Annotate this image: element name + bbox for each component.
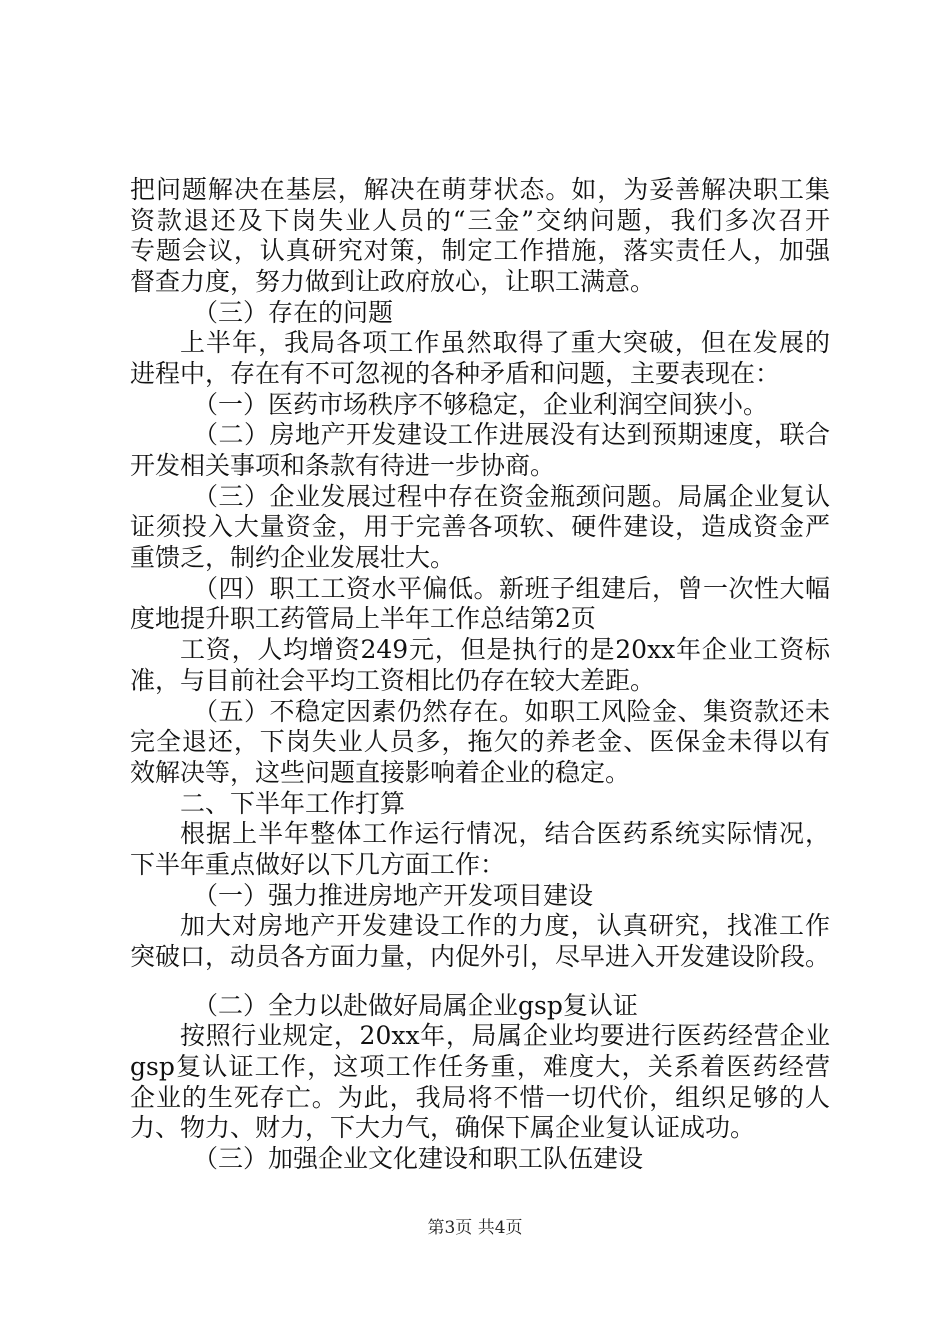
list-item: （一）医药市场秩序不够稳定，企业利润空间狭小。 [193,390,769,419]
body-line: 证须投入大量资金，用于完善各项软、硬件建设，造成资金严 [130,512,830,541]
body-line: 进程中，存在有不可忽视的各种矛盾和问题，主要表现在： [130,359,781,388]
body-line: gsp复认证工作，这项工作任务重，难度大，关系着医药经营 [130,1052,830,1081]
page-number-footer: 第3页 共4页 [427,1218,523,1238]
list-item: （五）不稳定因素仍然存在。如职工风险金、集资款还未 [193,697,830,726]
body-line: 下半年重点做好以下几方面工作： [130,850,506,879]
body-line: 根据上半年整体工作运行情况，结合医药系统实际情况， [180,819,830,848]
list-item: （三）企业发展过程中存在资金瓶颈问题。局属企业复认 [193,482,830,511]
body-line: 资款退还及下岗失业人员的“三金”交纳问题，我们多次召开 [130,206,830,235]
body-line: 度地提升职工药管局上半年工作总结第2页 [130,604,596,633]
body-line: 上半年，我局各项工作虽然取得了重大突破，但在发展的 [180,328,830,357]
body-line: 加大对房地产开发建设工作的力度，认真研究，找准工作 [180,911,830,940]
body-line: 力、物力、财力，下大力气，确保下属企业复认证成功。 [130,1113,756,1142]
list-item: （二）房地产开发建设工作进展没有达到预期速度，联合 [193,420,830,449]
body-line: 准，与目前社会平均工资相比仍存在较大差距。 [130,666,656,695]
subsection-heading: （二）全力以赴做好局属企业gsp复认证 [193,991,638,1020]
body-line: 专题会议，认真研究对策，制定工作措施，落实责任人，加强 [130,236,830,265]
body-line: 督查力度，努力做到让政府放心，让职工满意。 [130,267,656,296]
body-line: 企业的生死存亡。为此，我局将不惜一切代价，组织足够的人 [130,1083,830,1112]
body-line: 开发相关事项和条款有待进一步协商。 [130,451,556,480]
body-line: 按照行业规定，20xx年，局属企业均要进行医药经营企业 [180,1021,830,1050]
subsection-heading: （三）加强企业文化建设和职工队伍建设 [193,1144,644,1173]
body-line: 重馈乏，制约企业发展壮大。 [130,543,456,572]
list-item: （四）职工工资水平偏低。新班子组建后，曾一次性大幅 [193,574,830,603]
body-line: 完全退还，下岗失业人员多，拖欠的养老金、医保金未得以有 [130,727,830,756]
body-line: 突破口，动员各方面力量，内促外引，尽早进入开发建设阶段。 [130,942,831,971]
body-line: 工资，人均增资249元，但是执行的是20xx年企业工资标 [180,635,830,664]
subsection-heading: （一）强力推进房地产开发项目建设 [193,881,594,910]
body-line: 效解决等，这些问题直接影响着企业的稳定。 [130,758,631,787]
section-heading: （三）存在的问题 [193,298,394,327]
body-line: 把问题解决在基层，解决在萌芽状态。如，为妥善解决职工集 [130,175,830,204]
section-heading: 二、下半年工作打算 [180,789,406,818]
